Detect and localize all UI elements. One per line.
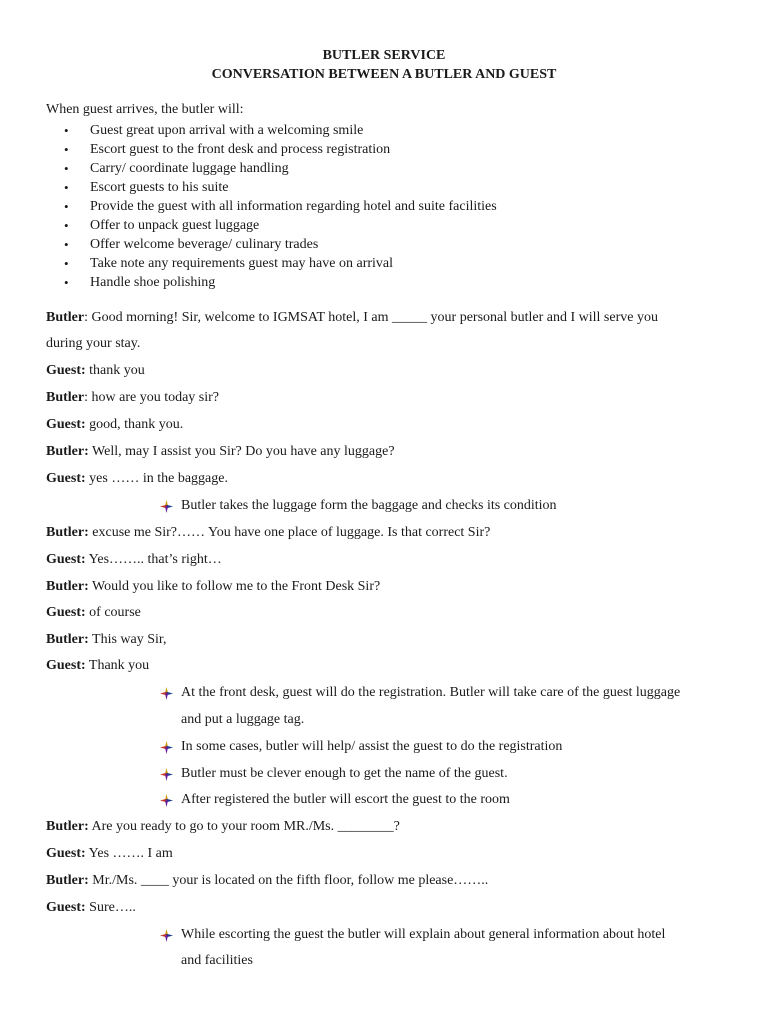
intro-text: When guest arrives, the butler will: bbox=[46, 102, 244, 117]
dialogue-line bbox=[46, 389, 219, 407]
utterance-text: thank you bbox=[85, 363, 145, 378]
dialogue-line-continuation: during your stay. bbox=[46, 336, 141, 351]
utterance-text: Are you ready to go to your room MR./Ms. ________? bbox=[88, 819, 400, 834]
speaker-label: Butler: bbox=[46, 444, 89, 459]
utterance-text: Yes ……. I am bbox=[85, 846, 173, 861]
dialogue-line bbox=[46, 845, 173, 863]
utterance-text: Mr./Ms. ____ your is located on the fifth floor, follow me please…….. bbox=[88, 873, 489, 888]
dialogue-line bbox=[46, 899, 136, 917]
dialogue-line bbox=[46, 604, 141, 622]
stage-note-text: While escorting the guest the butler will explain about general information about hotel bbox=[181, 927, 666, 942]
utterance-text: Well, may I assist you Sir? Do you have any luggage? bbox=[88, 444, 395, 459]
utterance-text: : how are you today sir? bbox=[84, 390, 220, 405]
stage-note-text: After registered the butler will escort the guest to the room bbox=[181, 792, 510, 807]
document-subtitle: CONVERSATION BETWEEN A BUTLER AND GUEST bbox=[211, 67, 557, 82]
bullet-icon: • bbox=[64, 123, 69, 138]
bullet-icon: • bbox=[64, 142, 69, 157]
stage-note-text: In some cases, butler will help/ assist the guest to do the registration bbox=[181, 739, 563, 754]
arrow-bullet-icon bbox=[160, 929, 173, 942]
utterance-text: yes …… in the baggage. bbox=[85, 471, 228, 486]
dialogue-line bbox=[46, 872, 488, 890]
speaker-label: Butler: bbox=[46, 632, 89, 647]
bullet-icon: • bbox=[64, 218, 69, 233]
speaker-label: Guest: bbox=[46, 363, 86, 378]
list-item-text: Take note any requirements guest may have on arrival bbox=[90, 256, 394, 271]
utterance-text: Thank you bbox=[85, 658, 150, 673]
stage-note-text: Butler takes the luggage form the baggage and checks its condition bbox=[181, 498, 557, 513]
utterance-text: excuse me Sir?…… You have one place of luggage. Is that correct Sir? bbox=[88, 525, 491, 540]
list-item-text: Carry/ coordinate luggage handling bbox=[90, 161, 289, 176]
bullet-icon: • bbox=[64, 275, 69, 290]
speaker-label: Guest: bbox=[46, 846, 86, 861]
list-item-text: Provide the guest with all information regarding hotel and suite facilities bbox=[90, 199, 497, 214]
dialogue-line bbox=[46, 578, 380, 596]
document-title: BUTLER SERVICE bbox=[322, 48, 446, 63]
list-item-text: Guest great upon arrival with a welcoming smile bbox=[90, 123, 364, 138]
speaker-label: Butler bbox=[46, 310, 85, 325]
arrow-bullet-icon bbox=[160, 794, 173, 807]
dialogue-line bbox=[46, 443, 395, 461]
stage-note-text: Butler must be clever enough to get the name of the guest. bbox=[181, 766, 508, 781]
list-item-text: Handle shoe polishing bbox=[90, 275, 216, 290]
bullet-icon: • bbox=[64, 256, 69, 271]
speaker-label: Guest: bbox=[46, 471, 86, 486]
dialogue-line bbox=[46, 631, 167, 649]
list-item-text: Escort guest to the front desk and process registration bbox=[90, 142, 391, 157]
dialogue-line bbox=[46, 551, 222, 569]
utterance-text: of course bbox=[85, 605, 141, 620]
stage-note-text: and put a luggage tag. bbox=[181, 712, 305, 727]
dialogue-line bbox=[46, 524, 490, 542]
dialogue-line bbox=[46, 470, 228, 488]
speaker-label: Butler: bbox=[46, 579, 89, 594]
stage-note-text: and facilities bbox=[181, 953, 253, 968]
utterance-text: good, thank you. bbox=[85, 417, 184, 432]
bullet-icon: • bbox=[64, 199, 69, 214]
speaker-label: Guest: bbox=[46, 552, 86, 567]
dialogue-line bbox=[46, 362, 145, 380]
speaker-label: Butler: bbox=[46, 873, 89, 888]
bullet-icon: • bbox=[64, 161, 69, 176]
bullet-icon: • bbox=[64, 237, 69, 252]
speaker-label: Butler bbox=[46, 390, 85, 405]
arrow-bullet-icon bbox=[160, 741, 173, 754]
list-item-text: Escort guests to his suite bbox=[90, 180, 229, 195]
dialogue-line bbox=[46, 309, 658, 327]
bullet-icon: • bbox=[64, 180, 69, 195]
arrow-bullet-icon bbox=[160, 687, 173, 700]
utterance-text: Sure….. bbox=[85, 900, 136, 915]
speaker-label: Butler: bbox=[46, 819, 89, 834]
utterance-text: : Good morning! Sir, welcome to IGMSAT hotel, I am _____ your personal butler and I will serve you bbox=[84, 310, 658, 325]
speaker-label: Guest: bbox=[46, 417, 86, 432]
dialogue-line bbox=[46, 657, 149, 675]
list-item-text: Offer to unpack guest luggage bbox=[90, 218, 260, 233]
arrow-bullet-icon bbox=[160, 768, 173, 781]
speaker-label: Guest: bbox=[46, 900, 86, 915]
dialogue-line bbox=[46, 818, 400, 836]
utterance-text: Yes…….. that’s right… bbox=[85, 552, 222, 567]
dialogue-line bbox=[46, 416, 183, 434]
utterance-text: This way Sir, bbox=[88, 632, 167, 647]
speaker-label: Butler: bbox=[46, 525, 89, 540]
speaker-label: Guest: bbox=[46, 605, 86, 620]
stage-note-text: At the front desk, guest will do the registration. Butler will take care of the guest luggage bbox=[181, 685, 681, 700]
utterance-text: Would you like to follow me to the Front Desk Sir? bbox=[88, 579, 381, 594]
speaker-label: Guest: bbox=[46, 658, 86, 673]
list-item-text: Offer welcome beverage/ culinary trades bbox=[90, 237, 319, 252]
arrow-bullet-icon bbox=[160, 500, 173, 513]
